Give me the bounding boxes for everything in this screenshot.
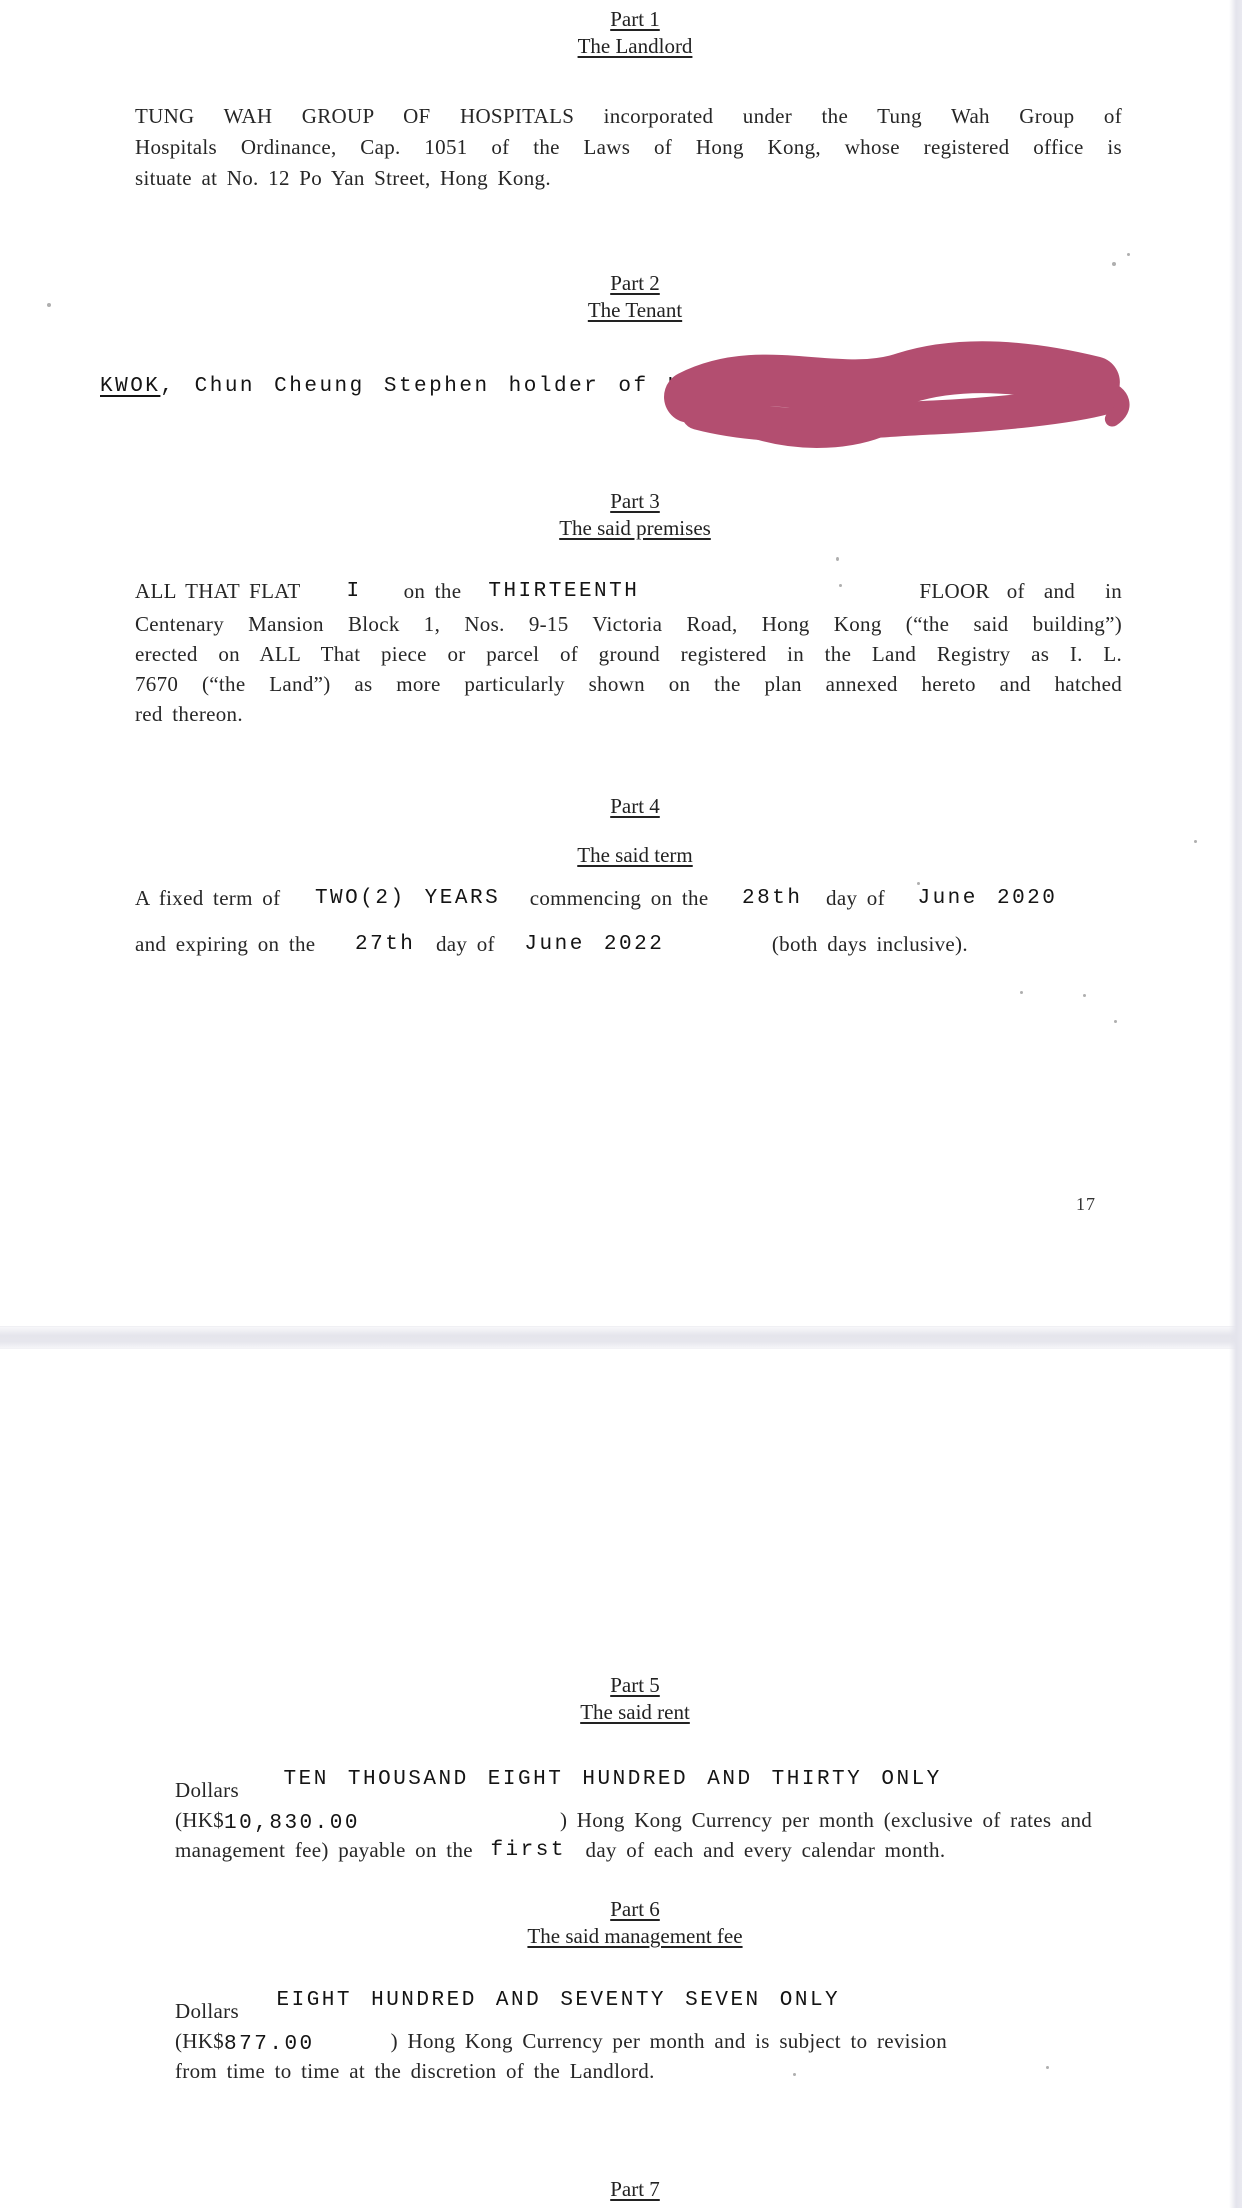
paragraph-line: 7670 (“the Land”) as more particularly shown on the plan annexed hereto and hatched — [135, 672, 1122, 696]
part4-heading — [135, 793, 1135, 869]
scan-speck — [1114, 1020, 1117, 1023]
paragraph-line: red thereon. — [135, 702, 243, 726]
fee-line2-rest: ) Hong Kong Currency per month and is subject to revision — [390, 2029, 947, 2053]
part4-subtitle: The said term — [577, 843, 693, 867]
fee-amount-words-fill: EIGHT HUNDRED AND SEVENTY SEVEN ONLY — [276, 1989, 841, 2012]
scan-speck — [1127, 253, 1130, 256]
paragraph-line: Centenary Mansion Block 1, Nos. 9-15 Victoria Road, Hong Kong (“the said building”) — [135, 612, 1122, 636]
start-day-fill: 28th — [742, 887, 803, 910]
tenant-surname: KWOK — [100, 375, 161, 398]
term-lead2: and expiring on the — [135, 932, 316, 956]
fee-amount-figures-fill: 877.00 — [224, 2033, 315, 2056]
part6-subtitle: The said management fee — [527, 1924, 743, 1948]
fee-line3: from time to time at the discretion of the Landlord. — [175, 2059, 655, 2083]
page-number: 17 — [1076, 1194, 1096, 1214]
page-break-divider — [0, 1326, 1242, 1349]
part3-subtitle: The said premises — [559, 516, 711, 540]
premises-paragraph — [135, 609, 1122, 729]
term-tail: (both days inclusive). — [771, 932, 968, 956]
term-line-1 — [135, 886, 1122, 912]
scan-speck — [1112, 262, 1116, 266]
premises-lead: ALL THAT FLAT — [135, 579, 301, 603]
term-line-2 — [135, 932, 1122, 958]
part4-title: Part 4 — [610, 794, 660, 818]
part5-subtitle: The said rent — [580, 1700, 690, 1724]
mgmt-fee-line-3 — [175, 2059, 1122, 2084]
redaction-scribble — [647, 335, 1149, 454]
premises-mid: on the — [403, 579, 462, 603]
scan-right-edge — [1229, 0, 1242, 2208]
part5-title: Part 5 — [610, 1673, 660, 1697]
paragraph-line: erected on ALL That piece or parcel of ground registered in the Land Registry as I. L. — [135, 642, 1122, 666]
scan-speck — [1020, 991, 1023, 994]
term-mid: commencing on the — [529, 886, 709, 910]
floor-name-fill: THIRTEENTH — [488, 580, 640, 603]
dollars-label: Dollars — [175, 1999, 239, 2023]
redacted-id-text: HK — [667, 375, 698, 398]
premises-word: in — [1105, 579, 1122, 603]
part2-heading — [135, 270, 1135, 324]
rent-amount-figures-fill: 10,830.00 — [224, 1812, 360, 1835]
redaction-stroke — [690, 366, 1094, 397]
scan-speck — [839, 584, 842, 587]
end-day-fill: 27th — [354, 933, 416, 956]
form-blank-gap — [360, 1826, 560, 1827]
part3-heading — [135, 488, 1135, 542]
rent-amount-words-fill: TEN THOUSAND EIGHT HUNDRED AND THIRTY ONLY — [283, 1768, 942, 1791]
term-dayof2: day of — [435, 932, 495, 956]
scan-speck — [836, 557, 839, 561]
part7-title: Part 7 — [610, 2177, 660, 2201]
scan-speck — [47, 303, 51, 307]
dollars-label: Dollars — [175, 1778, 239, 1802]
scan-speck — [1194, 840, 1197, 843]
pay-day-fill: first — [490, 1839, 566, 1862]
part3-title: Part 3 — [610, 489, 660, 513]
part1-title: Part 1 — [610, 7, 660, 31]
rent-line-1 — [175, 1768, 1122, 1804]
form-blank-gap — [315, 2047, 391, 2048]
paragraph-line: Hospitals Ordinance, Cap. 1051 of the Laws of Hong Kong, whose registered office is — [135, 135, 1122, 159]
part6-heading — [135, 1896, 1135, 1950]
paragraph-line: TUNG WAH GROUP OF HOSPITALS incorporated under the Tung Wah Group of — [135, 104, 1122, 128]
premises-word: of — [1006, 579, 1025, 603]
part1-subtitle: The Landlord — [577, 34, 693, 58]
scan-speck — [917, 882, 920, 885]
premises-word: FLOOR — [919, 579, 990, 603]
term-length-fill: TWO(2) YEARS — [314, 887, 501, 910]
part5-heading — [135, 1672, 1135, 1726]
part7-heading — [135, 2176, 1135, 2203]
rent-line-3 — [175, 1838, 1122, 1864]
start-month-fill: June 2020 — [917, 887, 1058, 910]
rent-line2-rest: ) Hong Kong Currency per month (exclusive of rates and — [559, 1808, 1093, 1832]
part1-heading — [135, 6, 1135, 60]
mgmt-fee-line-2 — [175, 2029, 1122, 2055]
hk-dollar-prefix: (HK$ — [175, 1808, 225, 1832]
premises-line-1 — [135, 579, 1122, 605]
landlord-paragraph — [135, 101, 1122, 194]
part2-title: Part 2 — [610, 271, 660, 295]
end-month-fill: June 2022 — [524, 933, 665, 956]
scan-speck — [1083, 994, 1086, 997]
rent-line-2 — [175, 1808, 1122, 1834]
part6-title: Part 6 — [610, 1897, 660, 1921]
part2-subtitle: The Tenant — [587, 298, 683, 322]
mgmt-fee-line-1 — [175, 1989, 1122, 2025]
term-lead: A fixed term of — [135, 886, 281, 910]
scan-speck — [1046, 2066, 1049, 2069]
rent-line3-post: day of each and every calendar month. — [585, 1838, 946, 1862]
premises-word: and — [1043, 579, 1076, 603]
rent-line3-pre: management fee) payable on the — [175, 1838, 473, 1862]
tenant-name-rest: , Chun Cheung Stephen holder of — [160, 375, 668, 398]
paragraph-line: situate at No. 12 Po Yan Street, Hong Kong. — [135, 166, 551, 190]
flat-number-fill: I — [346, 580, 362, 603]
hk-dollar-prefix: (HK$ — [175, 2029, 225, 2053]
scan-speck — [793, 2073, 796, 2076]
term-dayof: day of — [826, 886, 885, 910]
